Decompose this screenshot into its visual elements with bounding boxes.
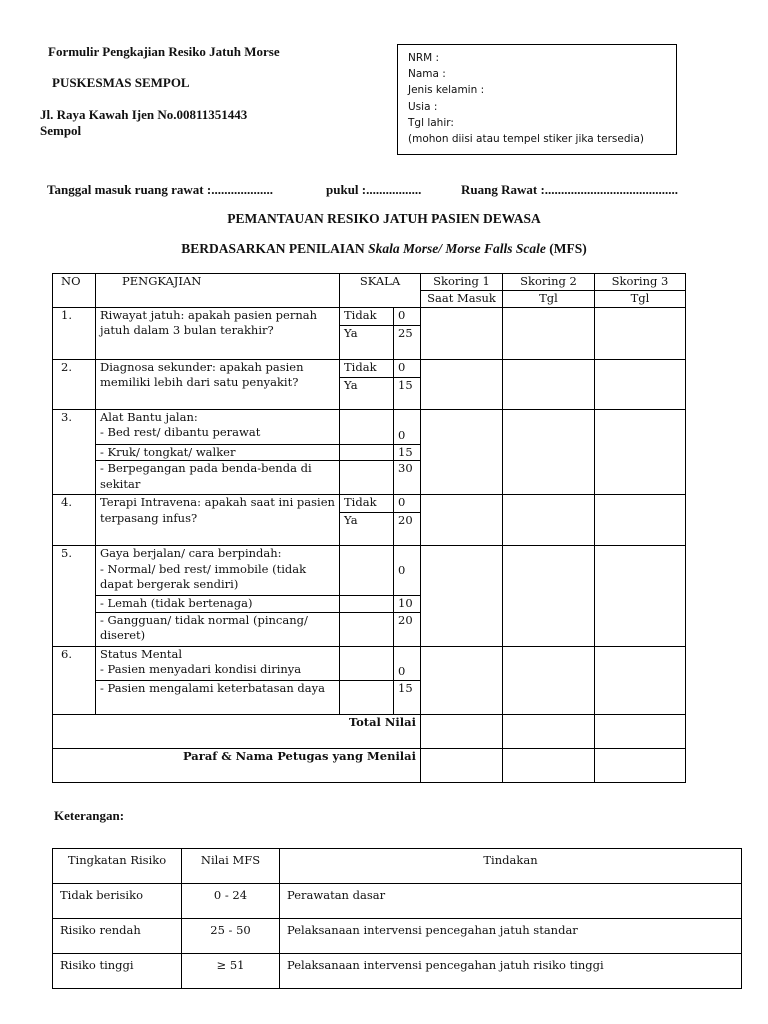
scale-value: 0 xyxy=(394,359,421,377)
scale-option: Ya xyxy=(340,513,394,546)
row-number: 2. xyxy=(53,359,96,409)
header-skoring1: Skoring 1 xyxy=(421,274,503,291)
legend-risk-level: Risiko rendah xyxy=(53,919,182,954)
scale-value: 15 xyxy=(394,680,421,714)
facility-name: PUSKESMAS SEMPOL xyxy=(52,75,190,90)
legend-mfs-range: 25 - 50 xyxy=(182,919,280,954)
signature-3-cell[interactable] xyxy=(595,748,686,782)
row-question xyxy=(96,646,340,680)
scale-value: 0 xyxy=(394,495,421,513)
score-3-cell[interactable] xyxy=(595,646,686,714)
scale-option-empty xyxy=(340,444,394,461)
form-title: Formulir Pengkajian Resiko Jatuh Morse xyxy=(48,44,280,59)
row-question: Diagnosa sekunder: apakah pasien memiliki lebih dari satu penyakit? xyxy=(96,359,340,409)
signature-2-cell[interactable] xyxy=(503,748,595,782)
row-number: 3. xyxy=(53,409,96,495)
row-question-title: Alat Bantu jalan: xyxy=(100,409,198,424)
row-question-title: Status Mental xyxy=(100,646,183,661)
legend-header: Tingkatan Risiko xyxy=(53,849,182,884)
legend-row xyxy=(53,919,742,954)
row-question-title: Gaya berjalan/ cara berpindah: xyxy=(100,546,282,560)
row-option-text: - Kruk/ tongkat/ walker xyxy=(96,444,340,461)
row-question xyxy=(96,546,340,596)
scale-option: Tidak xyxy=(340,307,394,325)
score-1-cell[interactable] xyxy=(421,495,503,546)
table-row xyxy=(53,359,686,377)
total-label: Total Nilai xyxy=(53,714,421,748)
scale-option: Tidak xyxy=(340,495,394,513)
header-tgl-3: Tgl xyxy=(595,291,686,308)
morse-assessment-table xyxy=(52,273,686,783)
scale-option-empty xyxy=(340,612,394,646)
row-option-text: - Bed rest/ dibantu perawat xyxy=(100,425,261,439)
score-1-cell[interactable] xyxy=(421,307,503,359)
keterangan-label: Keterangan: xyxy=(54,808,125,823)
jenis-kelamin-field[interactable]: Jenis kelamin : xyxy=(408,84,485,97)
patient-identity-box xyxy=(397,44,677,155)
patient-box-note: (mohon diisi atau tempel stiker jika tersedia) xyxy=(408,133,644,146)
legend-mfs-range: ≥ 51 xyxy=(182,954,280,989)
score-1-cell[interactable] xyxy=(421,646,503,714)
tgl-lahir-field[interactable]: Tgl lahir: xyxy=(408,116,454,129)
scale-option-empty xyxy=(340,646,394,680)
score-3-cell[interactable] xyxy=(595,409,686,495)
scale-value: 0 xyxy=(394,307,421,325)
scale-value: 25 xyxy=(394,325,421,359)
signature-1-cell[interactable] xyxy=(421,748,503,782)
tanggal-masuk-field[interactable]: Tanggal masuk ruang rawat :................... xyxy=(47,182,273,197)
table-row xyxy=(53,646,686,680)
table-header-row xyxy=(53,274,686,291)
score-2-cell[interactable] xyxy=(503,409,595,495)
row-number: 4. xyxy=(53,495,96,546)
usia-field[interactable]: Usia : xyxy=(408,100,438,113)
header-tgl-2: Tgl xyxy=(503,291,595,308)
score-1-cell[interactable] xyxy=(421,409,503,495)
nama-field[interactable]: Nama : xyxy=(408,68,446,81)
legend-header: Nilai MFS xyxy=(182,849,280,884)
header-skoring3: Skoring 3 xyxy=(595,274,686,291)
scale-option-empty xyxy=(340,680,394,714)
scale-value: 30 xyxy=(394,461,421,495)
header-skala: SKALA xyxy=(340,274,421,308)
scale-value: 15 xyxy=(394,444,421,461)
sub-title-scale: Skala Morse/ Morse Falls Scale xyxy=(368,241,546,256)
header-saat-masuk: Saat Masuk xyxy=(421,291,503,308)
ruang-rawat-field[interactable]: Ruang Rawat :......................................... xyxy=(461,182,679,197)
sub-title-prefix: BERDASARKAN PENILAIAN xyxy=(181,241,369,256)
row-option-text: - Pasien menyadari kondisi dirinya xyxy=(100,662,302,676)
scale-value: 10 xyxy=(394,596,421,613)
row-option-text: - Lemah (tidak bertenaga) xyxy=(96,596,340,613)
row-option-text: - Berpegangan pada benda-benda di sekitar xyxy=(96,461,340,495)
scale-value: 0 xyxy=(394,546,421,596)
scale-option-empty xyxy=(340,546,394,596)
score-3-cell[interactable] xyxy=(595,546,686,647)
legend-risk-level: Risiko tinggi xyxy=(53,954,182,989)
scale-option: Ya xyxy=(340,377,394,409)
sub-title xyxy=(0,241,768,257)
row-option-text: - Normal/ bed rest/ immobile (tidak dapat bergerak sendiri) xyxy=(100,561,307,591)
scale-option-empty xyxy=(340,461,394,495)
table-row xyxy=(53,307,686,325)
total-row xyxy=(53,714,686,748)
score-2-cell[interactable] xyxy=(503,307,595,359)
header-skoring2: Skoring 2 xyxy=(503,274,595,291)
scale-value: 15 xyxy=(394,377,421,409)
score-1-cell[interactable] xyxy=(421,546,503,647)
row-option-text: - Gangguan/ tidak normal (pincang/ diseret) xyxy=(96,612,340,646)
facility-address-line2: Sempol xyxy=(40,123,82,138)
nrm-field[interactable]: NRM : xyxy=(408,52,440,64)
facility-address-line1: Jl. Raya Kawah Ijen No.00811351443 xyxy=(40,107,248,122)
legend-row xyxy=(53,954,742,989)
score-2-cell[interactable] xyxy=(503,546,595,647)
score-3-cell[interactable] xyxy=(595,359,686,409)
main-title: PEMANTAUAN RESIKO JATUH PASIEN DEWASA xyxy=(227,211,541,226)
risk-legend-table xyxy=(52,848,742,989)
total-score-1-cell[interactable] xyxy=(421,714,503,748)
table-row xyxy=(53,495,686,513)
row-question: Terapi Intravena: apakah saat ini pasien terpasang infus? xyxy=(96,495,340,546)
row-question xyxy=(96,409,340,444)
legend-header-row xyxy=(53,849,742,884)
row-number: 1. xyxy=(53,307,96,359)
pukul-field[interactable]: pukul :................. xyxy=(326,182,422,197)
score-1-cell[interactable] xyxy=(421,359,503,409)
total-score-2-cell[interactable] xyxy=(503,714,595,748)
sub-title-suffix: (MFS) xyxy=(545,241,587,256)
row-number: 5. xyxy=(53,546,96,647)
scale-value: 20 xyxy=(394,513,421,546)
scale-option: Ya xyxy=(340,325,394,359)
legend-mfs-range: 0 - 24 xyxy=(182,884,280,919)
row-question: Riwayat jatuh: apakah pasien pernah jatuh dalam 3 bulan terakhir? xyxy=(96,307,340,359)
scale-option-empty xyxy=(340,596,394,613)
legend-action: Pelaksanaan intervensi pencegahan jatuh risiko tinggi xyxy=(280,954,742,989)
row-option-text: - Pasien mengalami keterbatasan daya xyxy=(96,680,340,714)
header-pengkajian: PENGKAJIAN xyxy=(96,274,340,308)
scale-option: Tidak xyxy=(340,359,394,377)
signature-label: Paraf & Nama Petugas yang Menilai xyxy=(53,748,421,782)
total-score-3-cell[interactable] xyxy=(595,714,686,748)
legend-action: Pelaksanaan intervensi pencegahan jatuh standar xyxy=(280,919,742,954)
legend-header: Tindakan xyxy=(280,849,742,884)
legend-risk-level: Tidak berisiko xyxy=(53,884,182,919)
legend-row xyxy=(53,884,742,919)
score-2-cell[interactable] xyxy=(503,359,595,409)
signature-row xyxy=(53,748,686,782)
scale-value: 0 xyxy=(394,646,421,680)
score-3-cell[interactable] xyxy=(595,495,686,546)
scale-option-empty xyxy=(340,409,394,444)
table-row xyxy=(53,409,686,444)
score-2-cell[interactable] xyxy=(503,495,595,546)
scale-value: 0 xyxy=(394,409,421,444)
table-row xyxy=(53,546,686,596)
score-2-cell[interactable] xyxy=(503,646,595,714)
score-3-cell[interactable] xyxy=(595,307,686,359)
legend-action: Perawatan dasar xyxy=(280,884,742,919)
row-number: 6. xyxy=(53,646,96,714)
header-no: NO xyxy=(53,274,96,308)
scale-value: 20 xyxy=(394,612,421,646)
